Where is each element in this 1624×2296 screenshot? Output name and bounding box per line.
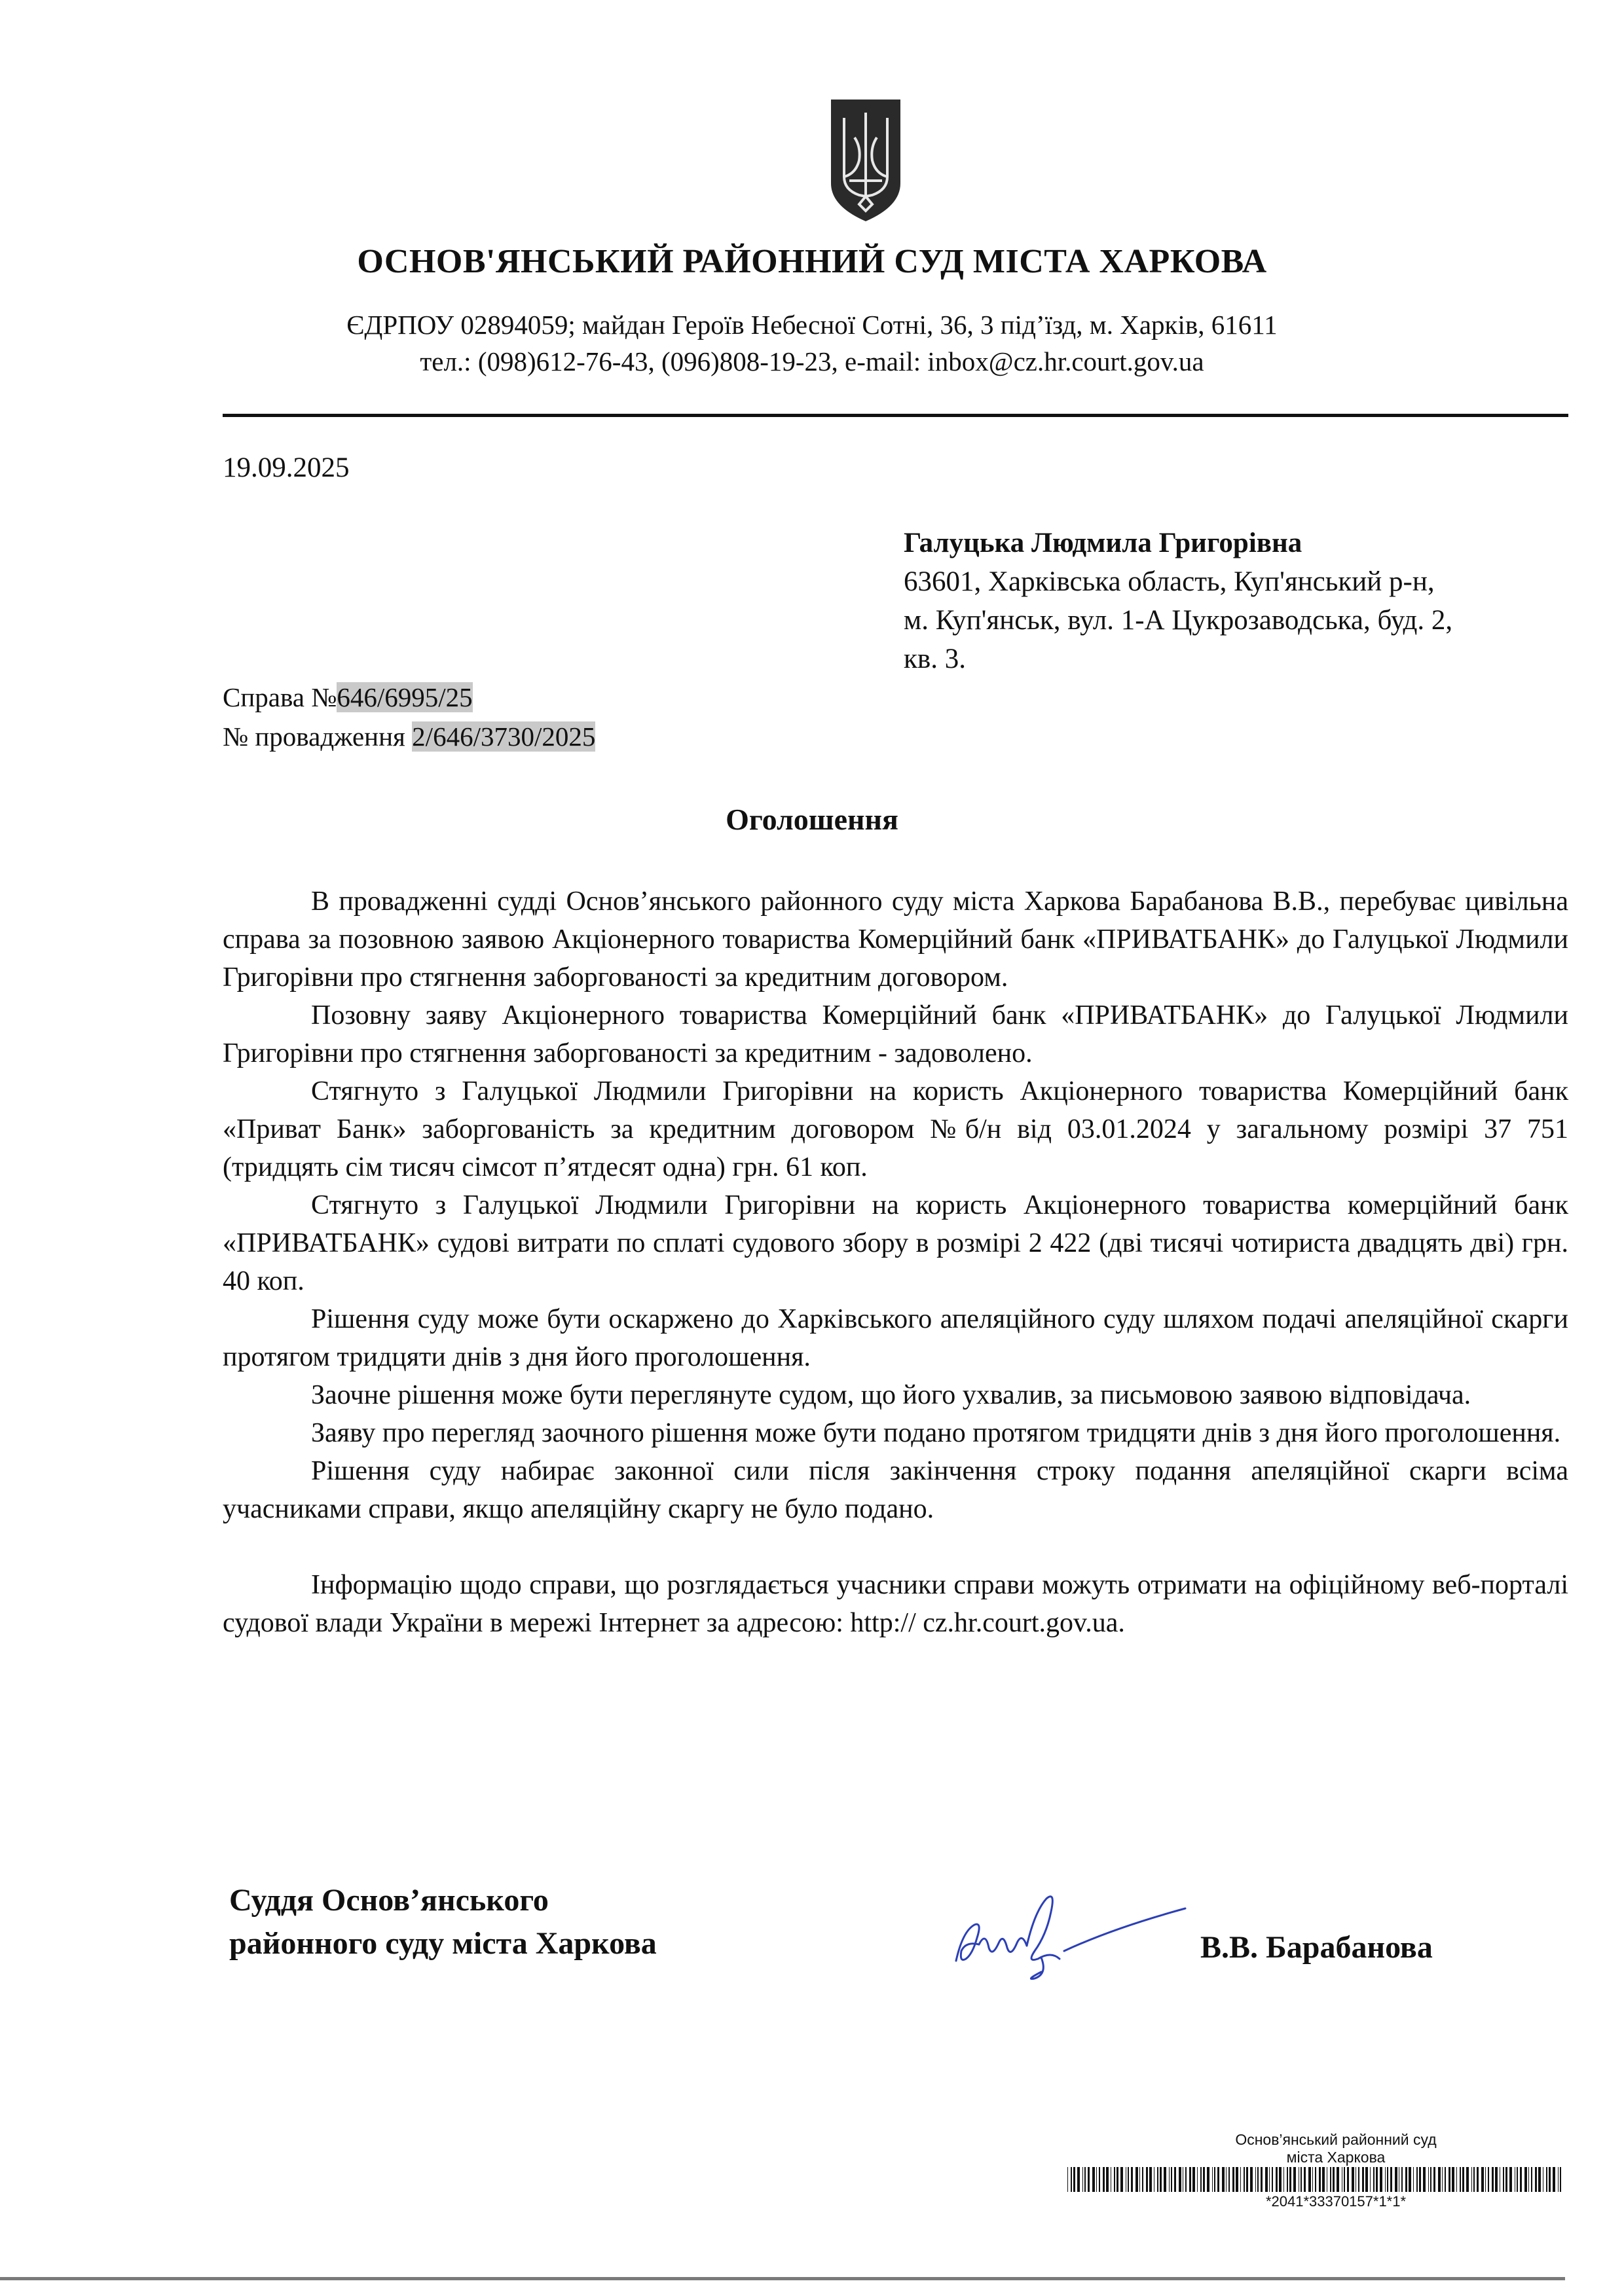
barcode-bar (1387, 2167, 1388, 2192)
barcode-bar (1531, 2167, 1532, 2192)
barcode-bar (1442, 2167, 1443, 2192)
barcode-bar (1395, 2167, 1397, 2192)
barcode-bar (1419, 2167, 1421, 2192)
barcode-bar (1179, 2167, 1181, 2192)
body-paragraph: Стягнуто з Галуцької Людмили Григорівни на користь Акціонерного товариства комерційний банк «ПРИВАТБАНК» судові витрати по сплаті судового збору в розмірі 2 422 (дві тисячі чотириста двадцять дві) грн. 40 коп. (223, 1190, 1568, 1296)
barcode-bar (1131, 2167, 1133, 2192)
stamp-line: Основ’янський районний суд (1235, 2131, 1437, 2148)
barcode-bar (1120, 2167, 1123, 2192)
barcode-bar (1492, 2167, 1494, 2192)
barcode-bar (1433, 2167, 1435, 2192)
barcode-bar (1246, 2167, 1248, 2192)
barcode-bar (1240, 2167, 1241, 2192)
handwritten-signature (943, 1886, 1192, 1984)
barcode-bar (1214, 2167, 1215, 2192)
barcode-bar (1128, 2167, 1129, 2192)
barcode-bar (1116, 2167, 1118, 2192)
barcode-bar (1261, 2167, 1263, 2192)
barcode-bar (1503, 2167, 1504, 2192)
document-date: 19.09.2025 (223, 452, 350, 483)
judge-title (229, 1879, 657, 1965)
barcode-bar (1092, 2167, 1095, 2192)
barcode-bar (1413, 2167, 1414, 2192)
barcode-bar (1272, 2167, 1273, 2192)
court-name: ОСНОВ'ЯНСЬКИЙ РАЙОННИЙ СУД МІСТА ХАРКОВА (357, 243, 1267, 280)
barcode-bar (1226, 2167, 1227, 2192)
barcode-bar (1358, 2167, 1359, 2192)
barcode-bar (1217, 2167, 1219, 2192)
body-paragraph: Стягнуто з Галуцької Людмили Григорівни на користь Акціонерного товариства Комерційний банк «Приват Банк» заборгованість за кредитним договором №б/н від 03.01.2024 у загальному розмірі 37 751 (тридцять сім тисяч сімсот п’ятдесят одна) грн. 61 коп. (223, 1076, 1568, 1182)
recipient-name: Галуцька Людмила Григорівна (904, 528, 1302, 558)
barcode-bar (1269, 2167, 1270, 2192)
judge-title-line: районного суду міста Харкова (229, 1926, 657, 1961)
barcode-bar (1481, 2167, 1484, 2192)
barcode-bar (1485, 2167, 1486, 2192)
barcode-bar (1189, 2167, 1191, 2192)
barcode-bar (1315, 2167, 1316, 2192)
barcode-bar (1114, 2167, 1115, 2192)
barcode-bar (1106, 2167, 1109, 2192)
barcode-bar (1082, 2167, 1083, 2192)
barcode-bar (1376, 2167, 1378, 2192)
barcode-bar (1477, 2167, 1479, 2192)
barcode-bar (1289, 2167, 1291, 2192)
barcode-bar (1462, 2167, 1464, 2192)
barcode-bar (1192, 2167, 1195, 2192)
barcode-bar (1423, 2167, 1426, 2192)
barcode-bar (1428, 2167, 1429, 2192)
barcode-bar (1385, 2167, 1386, 2192)
barcode-bar (1430, 2167, 1431, 2192)
scan-edge-line (0, 2277, 1565, 2280)
barcode-bar (1319, 2167, 1321, 2192)
barcode-bar (1084, 2167, 1086, 2192)
barcode-bar (1362, 2167, 1364, 2192)
barcode-bar (1073, 2167, 1075, 2192)
barcode-bar (1380, 2167, 1382, 2192)
barcode-bar (1236, 2167, 1238, 2192)
barcode-bar (1390, 2167, 1392, 2192)
recipient-block (904, 524, 1559, 678)
body-paragraph: Рішення суду набирає законної сили після закінчення строку подання апеляційної скарги всіма учасниками справи, якщо апеляційну скаргу не було подано. (223, 1456, 1568, 1524)
barcode-bar (1276, 2167, 1278, 2192)
barcode-bar (1352, 2167, 1354, 2192)
coat-of-arms-icon (830, 98, 902, 223)
barcode-bar (1099, 2167, 1100, 2192)
barcode-bar (1293, 2167, 1296, 2192)
barcode-bar (1212, 2167, 1213, 2192)
proceeding-number: 2/646/3730/2025 (412, 721, 596, 752)
barcode-bar (1185, 2167, 1187, 2192)
case-label: Справа № (223, 682, 337, 712)
header-divider (223, 414, 1568, 417)
barcode-bar (1283, 2167, 1284, 2192)
judge-title-line: Суддя Основ’янського (229, 1883, 549, 1918)
barcode-bar (1517, 2167, 1518, 2192)
barcode-bar (1558, 2167, 1559, 2192)
barcode-bar (1171, 2167, 1172, 2192)
barcode-bar (1528, 2167, 1529, 2192)
barcode-bar (1164, 2167, 1166, 2192)
body-paragraph: Рішення суду може бути оскаржено до Харківського апеляційного суду шляхом подачі апеляційної скарги протягом тридцяти днів з дня його проголошення. (223, 1304, 1568, 1372)
barcode-bar (1549, 2167, 1551, 2192)
barcode-bar (1373, 2167, 1375, 2192)
barcode-bar (1279, 2167, 1282, 2192)
barcode-bar (1067, 2167, 1068, 2192)
barcode-bar (1135, 2167, 1138, 2192)
barcode-number: *2041*33370157*1*1* (1265, 2193, 1407, 2210)
barcode-bar (1553, 2167, 1555, 2192)
barcode-bar (1333, 2167, 1335, 2192)
barcode-bar (1337, 2167, 1339, 2192)
barcode-bar (1232, 2167, 1234, 2192)
barcode-bar (1509, 2167, 1512, 2192)
barcode-bar (1157, 2167, 1158, 2192)
barcode-bar (1301, 2167, 1302, 2192)
barcode-bar (1495, 2167, 1498, 2192)
barcode-bar (1096, 2167, 1097, 2192)
info-paragraph: Інформацію щодо справи, що розглядається учасники справи можуть отримати на офіційному веб-порталі судової влади України в мережі Інтернет за адресою: http:// cz.hr.court.gov.ua. (223, 1570, 1568, 1638)
announcement-body (223, 883, 1568, 1642)
barcode-bar (1244, 2167, 1245, 2192)
barcode-bar (1077, 2167, 1080, 2192)
registry-stamp (1126, 2131, 1545, 2166)
barcode-bar (1456, 2167, 1457, 2192)
recipient-address-line: кв. 3. (904, 644, 966, 674)
recipient-address-line: м. Куп'янськ, вул. 1-А Цукрозаводська, буд. 2, (904, 605, 1453, 636)
barcode-bar (1449, 2167, 1450, 2192)
barcode-bar (1200, 2167, 1202, 2192)
barcode-bar (1103, 2167, 1105, 2192)
case-number: 646/6995/25 (337, 682, 473, 712)
barcode-bar (1535, 2167, 1537, 2192)
barcode-bar (1149, 2167, 1152, 2192)
barcode-bar (1308, 2167, 1311, 2192)
barcode-bar (1146, 2167, 1148, 2192)
barcode-bar (1466, 2167, 1469, 2192)
barcode-bar (1228, 2167, 1230, 2192)
barcode (1067, 2167, 1565, 2192)
court-contact-address: ЄДРПОУ 02894059; майдан Героїв Небесної Сотні, 36, 3 під’їзд, м. Харків, 61611 (346, 310, 1278, 340)
barcode-bar (1197, 2167, 1198, 2192)
stamp-line: міста Харкова (1286, 2149, 1386, 2166)
barcode-bar (1409, 2167, 1411, 2192)
barcode-bar (1304, 2167, 1306, 2192)
recipient-address-line: 63601, Харківська область, Куп'янський р-н, (904, 566, 1435, 597)
barcode-bar (1471, 2167, 1472, 2192)
proceeding-label: № провадження (223, 721, 413, 752)
body-paragraph: Заочне рішення може бути переглянуте судом, що його ухвалив, за письмовою заявою відповідача. (311, 1380, 1471, 1410)
barcode-bar (1287, 2167, 1288, 2192)
barcode-bar (1330, 2167, 1331, 2192)
barcode-bar (1416, 2167, 1418, 2192)
barcode-bar (1505, 2167, 1507, 2192)
barcode-bar (1174, 2167, 1176, 2192)
barcode-bar (1312, 2167, 1313, 2192)
barcode-bar (1257, 2167, 1259, 2192)
barcode-bar (1222, 2167, 1225, 2192)
barcode-bar (1488, 2167, 1489, 2192)
barcode-bar (1473, 2167, 1475, 2192)
barcode-bar (1452, 2167, 1454, 2192)
body-paragraph: Заяву про перегляд заочного рішення може бути подано протягом тридцяти днів з дня його проголошення. (311, 1418, 1561, 1448)
barcode-bar (1160, 2167, 1162, 2192)
barcode-bar (1344, 2167, 1345, 2192)
barcode-bar (1203, 2167, 1205, 2192)
barcode-bar (1255, 2167, 1256, 2192)
judge-name: В.В. Барабанова (1200, 1930, 1433, 1965)
barcode-bar (1405, 2167, 1407, 2192)
barcode-bar (1250, 2167, 1253, 2192)
barcode-bar (1088, 2167, 1090, 2192)
court-contact-phone-email: тел.: (098)612-76-43, (096)808-19-23, e-mail: inbox@cz.hr.court.gov.ua (420, 346, 1204, 376)
barcode-bar (1142, 2167, 1143, 2192)
barcode-bar (1445, 2167, 1446, 2192)
barcode-bar (1438, 2167, 1441, 2192)
barcode-bar (1365, 2167, 1368, 2192)
barcode-bar (1322, 2167, 1325, 2192)
barcode-bar (1560, 2167, 1561, 2192)
document-heading: Оголошення (726, 803, 898, 836)
barcode-bar (1071, 2167, 1072, 2192)
case-info (223, 678, 595, 756)
body-paragraph: В провадженні судді Основ’янського районного суду міста Харкова Барабанова В.В., перебуває цивільна справа за позовною заявою Акціонерного товариства Комерційний банк «ПРИВАТБАНК» до Галуцької Людмили Григорівни про стягнення заборгованості за кредитним договором. (223, 886, 1568, 993)
barcode-bar (1546, 2167, 1547, 2192)
barcode-bar (1370, 2167, 1371, 2192)
body-paragraph: Позовну заяву Акціонерного товариства Комерційний банк «ПРИВАТБАНК» до Галуцької Людмили Григорівни про стягнення заборгованості за кредитним - задоволено. (223, 1000, 1568, 1068)
barcode-bar (1347, 2167, 1349, 2192)
barcode-bar (1207, 2167, 1209, 2192)
barcode-bar (1524, 2167, 1527, 2192)
barcode-bar (1265, 2167, 1268, 2192)
barcode-bar (1401, 2167, 1403, 2192)
barcode-bar (1520, 2167, 1522, 2192)
barcode-bar (1460, 2167, 1461, 2192)
barcode-bar (1169, 2167, 1170, 2192)
barcode-bar (1139, 2167, 1140, 2192)
barcode-bar (1538, 2167, 1541, 2192)
